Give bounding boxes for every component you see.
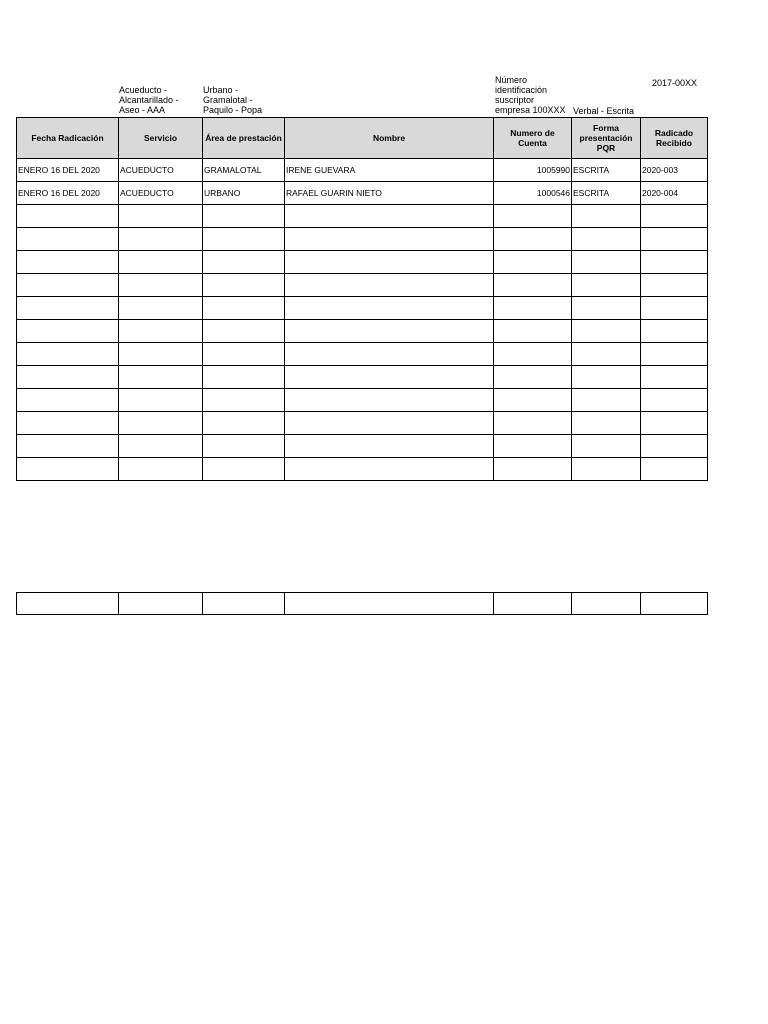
cell-nombre[interactable] <box>285 205 494 228</box>
cell-forma-presentacion[interactable] <box>572 274 641 297</box>
cell-forma-presentacion[interactable]: ESCRITA <box>572 159 641 182</box>
table-row <box>17 159 708 182</box>
cell-area-prestacion[interactable] <box>203 274 285 297</box>
cell-nombre[interactable] <box>285 274 494 297</box>
cell-numero-cuenta[interactable]: 1000546 <box>494 182 572 205</box>
cell-radicado-recibido[interactable] <box>641 412 708 435</box>
cell-servicio[interactable] <box>119 343 203 366</box>
footer-cell[interactable] <box>17 593 119 615</box>
cell-numero-cuenta[interactable] <box>494 228 572 251</box>
table-row <box>17 435 708 458</box>
table-row <box>17 228 708 251</box>
cell-fecha-radicacion[interactable] <box>17 435 119 458</box>
cell-radicado-recibido[interactable] <box>641 343 708 366</box>
cell-nombre[interactable] <box>285 435 494 458</box>
cell-fecha-radicacion[interactable] <box>17 297 119 320</box>
cell-radicado-recibido[interactable] <box>641 389 708 412</box>
cell-forma-presentacion[interactable] <box>572 412 641 435</box>
cell-forma-presentacion[interactable] <box>572 435 641 458</box>
footer-cell[interactable] <box>119 593 203 615</box>
cell-nombre[interactable] <box>285 228 494 251</box>
cell-nombre[interactable] <box>285 412 494 435</box>
cell-radicado-recibido[interactable]: 2020-003 <box>641 159 708 182</box>
cell-radicado-recibido[interactable] <box>641 297 708 320</box>
cell-servicio[interactable] <box>119 366 203 389</box>
cell-servicio[interactable] <box>119 228 203 251</box>
cell-fecha-radicacion[interactable] <box>17 251 119 274</box>
table-row <box>17 366 708 389</box>
cell-nombre[interactable] <box>285 389 494 412</box>
cell-servicio[interactable] <box>119 297 203 320</box>
cell-nombre[interactable] <box>285 320 494 343</box>
cell-numero-cuenta[interactable] <box>494 297 572 320</box>
cell-fecha-radicacion[interactable] <box>17 228 119 251</box>
cell-fecha-radicacion[interactable]: ENERO 16 DEL 2020 <box>17 182 119 205</box>
cell-forma-presentacion[interactable] <box>572 205 641 228</box>
footer-table <box>16 592 708 615</box>
footer-cell[interactable] <box>494 593 572 615</box>
cell-servicio[interactable] <box>119 205 203 228</box>
cell-servicio[interactable] <box>119 251 203 274</box>
cell-numero-cuenta[interactable] <box>494 366 572 389</box>
cell-numero-cuenta[interactable] <box>494 274 572 297</box>
cell-radicado-recibido[interactable] <box>641 320 708 343</box>
cell-forma-presentacion[interactable] <box>572 366 641 389</box>
cell-radicado-recibido[interactable] <box>641 228 708 251</box>
table-row <box>17 297 708 320</box>
cell-fecha-radicacion[interactable] <box>17 412 119 435</box>
cell-nombre[interactable] <box>285 297 494 320</box>
table-row <box>17 205 708 228</box>
cell-servicio[interactable] <box>119 412 203 435</box>
cell-area-prestacion[interactable] <box>203 389 285 412</box>
cell-servicio[interactable] <box>119 389 203 412</box>
cell-nombre[interactable] <box>285 343 494 366</box>
table-row <box>17 251 708 274</box>
cell-nombre[interactable]: RAFAEL GUARIN NIETO <box>285 182 494 205</box>
table-header-row <box>17 118 708 159</box>
cell-numero-cuenta[interactable] <box>494 320 572 343</box>
cell-radicado-recibido[interactable] <box>641 366 708 389</box>
cell-radicado-recibido[interactable] <box>641 435 708 458</box>
footer-cell[interactable] <box>203 593 285 615</box>
cell-fecha-radicacion[interactable] <box>17 366 119 389</box>
cell-numero-cuenta[interactable] <box>494 389 572 412</box>
footer-cell[interactable] <box>572 593 641 615</box>
table-row <box>17 274 708 297</box>
cell-fecha-radicacion[interactable] <box>17 389 119 412</box>
cell-forma-presentacion[interactable] <box>572 343 641 366</box>
radicado-format-note: 2017-00XX <box>652 78 698 88</box>
cell-area-prestacion[interactable] <box>203 320 285 343</box>
footer-row <box>17 593 708 615</box>
cell-numero-cuenta[interactable] <box>494 205 572 228</box>
cell-area-prestacion[interactable] <box>203 251 285 274</box>
cell-radicado-recibido[interactable] <box>641 458 708 481</box>
cell-area-prestacion[interactable]: URBANO <box>203 182 285 205</box>
header-area-prestacion: Área de prestación <box>203 118 285 159</box>
cell-servicio[interactable] <box>119 320 203 343</box>
cell-servicio[interactable]: ACUEDUCTO <box>119 182 203 205</box>
table-row <box>17 389 708 412</box>
cell-radicado-recibido[interactable] <box>641 205 708 228</box>
cell-area-prestacion[interactable] <box>203 297 285 320</box>
footer-cell[interactable] <box>285 593 494 615</box>
cell-forma-presentacion[interactable] <box>572 297 641 320</box>
cell-numero-cuenta[interactable] <box>494 251 572 274</box>
header-fecha-radicacion: Fecha Radicación <box>17 118 119 159</box>
cell-radicado-recibido[interactable]: 2020-004 <box>641 182 708 205</box>
cell-nombre[interactable] <box>285 251 494 274</box>
cell-nombre[interactable]: IRENE GUEVARA <box>285 159 494 182</box>
cell-servicio[interactable] <box>119 458 203 481</box>
cell-numero-cuenta[interactable] <box>494 458 572 481</box>
forma-options-note: Verbal - Escrita <box>573 106 635 116</box>
table-row <box>17 343 708 366</box>
numero-identificacion-note: Número identificación suscriptor empresa 100XXX <box>495 75 566 115</box>
servicio-options-note: Acueducto - Alcantarillado - Aseo - AAA <box>119 85 179 115</box>
header-servicio: Servicio <box>119 118 203 159</box>
cell-numero-cuenta[interactable]: 1005990 <box>494 159 572 182</box>
header-radicado-recibido: Radicado Recibido <box>641 118 708 159</box>
cell-area-prestacion[interactable]: GRAMALOTAL <box>203 159 285 182</box>
cell-servicio[interactable]: ACUEDUCTO <box>119 159 203 182</box>
table-row <box>17 182 708 205</box>
cell-forma-presentacion[interactable] <box>572 389 641 412</box>
cell-forma-presentacion[interactable] <box>572 228 641 251</box>
table-row <box>17 458 708 481</box>
cell-radicado-recibido[interactable] <box>641 251 708 274</box>
cell-servicio[interactable] <box>119 274 203 297</box>
cell-nombre[interactable] <box>285 366 494 389</box>
cell-radicado-recibido[interactable] <box>641 274 708 297</box>
header-nombre: Nombre <box>285 118 494 159</box>
cell-area-prestacion[interactable] <box>203 343 285 366</box>
cell-area-prestacion[interactable] <box>203 366 285 389</box>
cell-fecha-radicacion[interactable] <box>17 274 119 297</box>
table-row <box>17 320 708 343</box>
cell-numero-cuenta[interactable] <box>494 412 572 435</box>
footer-cell[interactable] <box>641 593 708 615</box>
cell-nombre[interactable] <box>285 458 494 481</box>
cell-forma-presentacion[interactable] <box>572 251 641 274</box>
table-row <box>17 412 708 435</box>
cell-fecha-radicacion[interactable] <box>17 205 119 228</box>
cell-area-prestacion[interactable] <box>203 412 285 435</box>
cell-fecha-radicacion[interactable] <box>17 458 119 481</box>
cell-area-prestacion[interactable] <box>203 458 285 481</box>
cell-forma-presentacion[interactable]: ESCRITA <box>572 182 641 205</box>
header-forma-presentacion: Forma presentación PQR <box>572 118 641 159</box>
cell-fecha-radicacion[interactable]: ENERO 16 DEL 2020 <box>17 159 119 182</box>
cell-area-prestacion[interactable] <box>203 435 285 458</box>
cell-fecha-radicacion[interactable] <box>17 343 119 366</box>
cell-area-prestacion[interactable] <box>203 228 285 251</box>
cell-area-prestacion[interactable] <box>203 205 285 228</box>
pqr-registry-table <box>16 117 708 481</box>
cell-forma-presentacion[interactable] <box>572 320 641 343</box>
cell-fecha-radicacion[interactable] <box>17 320 119 343</box>
cell-forma-presentacion[interactable] <box>572 458 641 481</box>
area-options-note: Urbano - Gramalotal - Paquilo - Popa <box>203 85 263 115</box>
header-numero-cuenta: Numero de Cuenta <box>494 118 572 159</box>
cell-servicio[interactable] <box>119 435 203 458</box>
cell-numero-cuenta[interactable] <box>494 435 572 458</box>
cell-numero-cuenta[interactable] <box>494 343 572 366</box>
